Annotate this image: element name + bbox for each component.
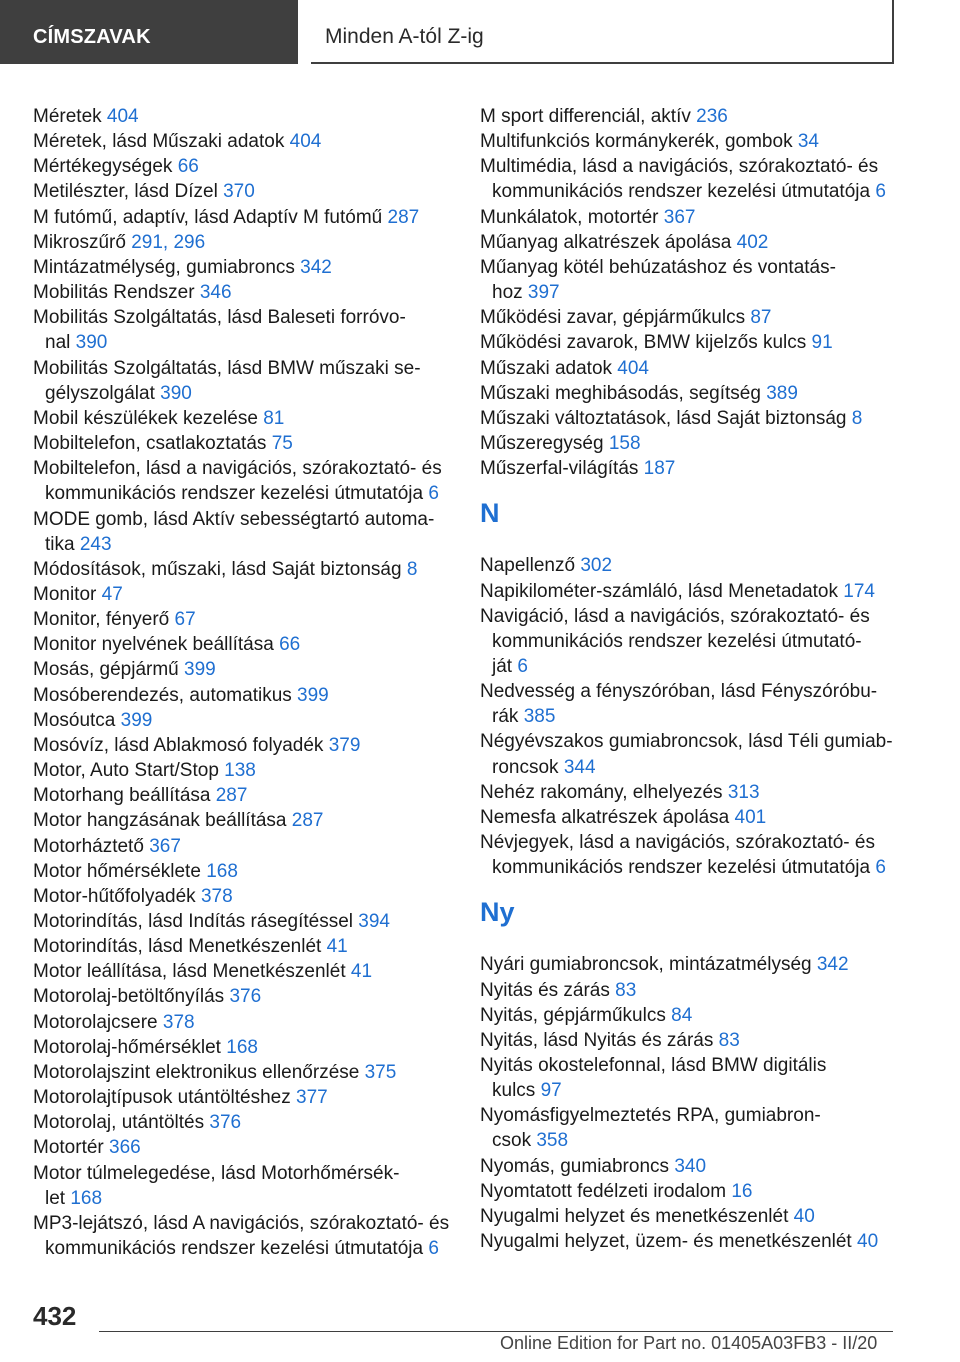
index-entry [33, 582, 453, 607]
page-reference-link[interactable]: 376 [209, 1112, 242, 1134]
page-reference-link[interactable]: 302 [580, 555, 613, 577]
page-reference-link[interactable]: 394 [358, 911, 390, 932]
index-entry [33, 356, 453, 406]
index-entry-term: M futómű, adaptív, lásd Adaptív M futómű [33, 206, 383, 228]
index-entry [480, 978, 900, 1003]
index-entry-term: M sport differenciál, aktív [480, 106, 691, 127]
page-reference-link[interactable]: 8 [406, 558, 418, 580]
index-entry-term: Nyári gumiabroncsok, mintázatmélység [480, 954, 812, 976]
page-reference-link[interactable]: 378 [162, 1011, 195, 1033]
index-entry [33, 783, 453, 808]
index-entry [33, 909, 453, 934]
page-reference-link[interactable]: 390 [160, 382, 192, 404]
index-entry [33, 230, 453, 255]
index-entry-term: Mobil készülékek kezelése [33, 407, 258, 429]
index-entry [33, 632, 453, 657]
index-entry [480, 154, 900, 204]
index-entry-term: ját [492, 655, 513, 677]
page-reference-link[interactable]: 401 [734, 806, 767, 828]
index-entry-term: gélyszolgálat [45, 382, 155, 404]
page-reference-link[interactable]: 385 [523, 706, 556, 728]
page-reference-link[interactable]: 158 [608, 433, 641, 455]
index-entry [33, 507, 453, 557]
index-entry-term: Műszaki változtatások, lásd Saját biztonság [480, 407, 847, 429]
index-entry [33, 934, 453, 959]
index-entry [480, 406, 900, 431]
page-reference-link[interactable]: 367 [149, 835, 181, 857]
index-entry-term: Nyomás, gumiabroncs [480, 1155, 670, 1177]
page-reference-link[interactable]: 399 [184, 659, 216, 681]
index-entry-term: Napellenző [480, 555, 576, 577]
index-entry [480, 1003, 900, 1028]
index-entry-term: Multimédia, lásd a navigációs, szórakoztató- és [480, 156, 879, 178]
page-reference-link[interactable]: 379 [328, 734, 361, 756]
page-reference-link[interactable]: 84 [671, 1004, 693, 1026]
page-reference-link[interactable]: 8 [851, 407, 863, 429]
index-entry [33, 834, 453, 859]
page-reference-link[interactable]: 376 [229, 986, 262, 1008]
index-entry-term: Napikilométer-számláló, lásd Menetadatok [480, 580, 838, 602]
index-entry-term: Működési zavar, gépjárműkulcs [480, 307, 746, 329]
index-entry [33, 1010, 453, 1035]
index-entry-term: Műszeregység [480, 433, 604, 455]
page-reference-link[interactable]: 174 [843, 580, 875, 602]
index-entry [480, 356, 900, 381]
index-entry [480, 1154, 900, 1179]
index-entry-term: Négyévszakos gumiabroncsok, lásd Téli gumiab‐ [480, 731, 893, 753]
index-entry-term: Névjegyek, lásd a navigációs, szórakoztató- és [480, 832, 875, 854]
index-entry-term: Nyitás okostelefonnal, lásd BMW digitális [480, 1055, 827, 1076]
index-entry [33, 104, 453, 129]
index-entry-term: Motor leállítása, lásd Menetkészenlét [33, 961, 346, 983]
page-reference-link[interactable]: 83 [718, 1029, 740, 1051]
page-reference-link[interactable]: 91 [811, 332, 833, 354]
index-entry-term: MP3-lejátszó, lásd A navigációs, szórakoztató- és [33, 1212, 450, 1234]
index-entry-term: Nyomásfigyelmeztetés RPA, gumiabron‐ [480, 1105, 821, 1127]
page-reference-link[interactable]: 346 [199, 282, 232, 304]
page-reference-link[interactable]: 41 [350, 961, 373, 983]
index-entry [480, 830, 900, 880]
index-entry [480, 729, 900, 779]
index-entry [480, 431, 900, 456]
index-entry [480, 579, 900, 604]
index-entry-term: Motorháztető [33, 835, 144, 857]
page-reference-link[interactable]: 399 [297, 684, 329, 706]
index-group-n [480, 553, 900, 880]
index-entry [480, 952, 900, 977]
page-reference-link[interactable]: 138 [224, 760, 256, 782]
index-entry-term: roncsok [492, 756, 559, 778]
page-reference-link[interactable]: 399 [120, 709, 153, 731]
index-entry [480, 104, 900, 129]
index-entry-term: hoz [492, 282, 523, 304]
page-reference-link[interactable]: 370 [223, 181, 255, 203]
index-entry-term: Mobiltelefon, csatlakoztatás [33, 433, 267, 455]
index-entry [33, 456, 453, 506]
index-entry-term: Mobilitás Rendszer [33, 282, 195, 304]
tab-a-to-z[interactable] [311, 0, 894, 64]
page-reference-link[interactable]: 291, 296 [131, 231, 206, 253]
index-entry-term: Motor hőmérséklete [33, 860, 201, 882]
index-entry-term: Multifunkciós kormánykerék, gombok [480, 131, 793, 153]
index-entry-term: Munkálatok, motortér [480, 206, 659, 228]
page-reference-link[interactable]: 34 [797, 131, 819, 153]
index-entry [33, 808, 453, 833]
index-entry-term: Motor hangzásának beállítása [33, 810, 287, 832]
index-entry [33, 984, 453, 1009]
index-entry [33, 431, 453, 456]
page-reference-link[interactable]: 67 [174, 609, 196, 631]
tab-index-label: CÍMSZAVAK [33, 26, 151, 48]
index-entry-term: Nemesfa alkatrészek ápolása [480, 806, 730, 828]
page-reference-link[interactable]: 243 [79, 533, 112, 555]
index-entry [33, 959, 453, 984]
index-entry [33, 406, 453, 431]
page-reference-link[interactable]: 287 [215, 785, 248, 807]
index-entry-term: rák [492, 706, 519, 728]
footer-edition: Online Edition for Part no. 01405A03FB3 - II/20 [500, 1333, 878, 1353]
index-entry-term: Nyugalmi helyzet, üzem- és menetkészenlét [480, 1231, 852, 1253]
index-entry [480, 305, 900, 330]
page-reference-link[interactable]: 313 [727, 781, 760, 803]
index-entry-term: let [45, 1187, 66, 1209]
index-entry-term: Motorolajcsere [33, 1011, 158, 1033]
page-reference-link[interactable]: 402 [736, 231, 769, 253]
index-entry-term: Műanyag kötél behúzatáshoz és vontatás‐ [480, 256, 836, 278]
index-entry [33, 205, 453, 230]
page-reference-link[interactable]: 6 [428, 1238, 439, 1260]
index-entry-term: Motor, Auto Start/Stop [33, 760, 219, 782]
page-reference-link[interactable]: 81 [263, 407, 285, 429]
index-entry [480, 255, 900, 305]
page-reference-link[interactable]: 87 [750, 307, 772, 329]
page-reference-link[interactable]: 168 [206, 860, 238, 882]
index-entry-term: Nehéz rakomány, elhelyezés [480, 781, 723, 803]
index-entry-term: Műszaki adatok [480, 357, 613, 379]
index-entry-term: csok [492, 1130, 532, 1152]
index-entry-term: Mosóberendezés, automatikus [33, 684, 292, 706]
section-heading-n: N [480, 498, 500, 529]
index-entry [480, 1028, 900, 1053]
index-entry [33, 733, 453, 758]
index-entry [33, 255, 453, 280]
page-reference-link[interactable]: 66 [279, 634, 301, 656]
index-entry-term: Metilészter, lásd Dízel [33, 181, 218, 203]
index-entry-term: Mobilitás Szolgáltatás, lásd Baleseti forróvo‐ [33, 307, 406, 329]
index-entry [33, 1211, 453, 1261]
page-reference-link[interactable]: 404 [106, 106, 139, 127]
index-entry-term: Műszerfal-világítás [480, 458, 639, 480]
index-entry [480, 330, 900, 355]
index-entry [33, 1060, 453, 1085]
index-entry [33, 758, 453, 783]
page-number: 432 [33, 1301, 77, 1331]
index-entry [33, 129, 453, 154]
index-entry-term: Mobiltelefon, lásd a navigációs, szórakoztató- és [33, 458, 442, 480]
page-reference-link[interactable]: 168 [226, 1036, 258, 1058]
page-reference-link[interactable]: 6 [517, 655, 528, 677]
page-reference-link[interactable]: 6 [428, 483, 439, 505]
index-entry-term: Nyugalmi helyzet és menetkészenlét [480, 1205, 789, 1227]
index-entry [33, 1085, 453, 1110]
index-entry-term: Motorindítás, lásd Indítás rásegítéssel [33, 911, 353, 932]
page-reference-link[interactable]: 390 [75, 332, 108, 354]
index-entry-term: kommunikációs rendszer kezelési útmutató‐ [492, 630, 862, 652]
page-reference-link[interactable]: 404 [289, 131, 322, 153]
index-entry [480, 1103, 900, 1153]
index-entry-term: Műszaki meghibásodás, segítség [480, 382, 761, 404]
page-reference-link[interactable]: 375 [364, 1061, 397, 1083]
index-entry-term: kommunikációs rendszer kezelési útmutatója [492, 857, 871, 879]
page-reference-link[interactable]: 40 [857, 1231, 879, 1253]
index-entry-term: Mértékegységek [33, 156, 173, 178]
page-reference-link[interactable]: 287 [291, 810, 324, 832]
index-entry-term: Nyomtatott fedélzeti irodalom [480, 1180, 727, 1202]
page-reference-link[interactable]: 377 [296, 1087, 328, 1109]
index-entry-term: Működési zavarok, BMW kijelzős kulcs [480, 332, 807, 354]
index-entry-term: Mobilitás Szolgáltatás, lásd BMW műszaki se‐ [33, 357, 421, 379]
index-entry [480, 1179, 900, 1204]
page-reference-link[interactable]: 404 [617, 357, 649, 379]
page-reference-link[interactable]: 47 [101, 583, 123, 605]
index-entry-term: MODE gomb, lásd Aktív sebességtartó automa‐ [33, 508, 435, 530]
index-entry [480, 230, 900, 255]
index-entry [33, 1161, 453, 1211]
index-entry [480, 553, 900, 578]
index-entry-term: Motorindítás, lásd Menetkészenlét [33, 936, 322, 958]
index-entry [480, 1053, 900, 1103]
page-reference-link[interactable]: 83 [615, 979, 637, 1001]
page-reference-link[interactable]: 168 [70, 1187, 103, 1209]
page-reference-link[interactable]: 389 [766, 382, 798, 404]
index-entry [33, 607, 453, 632]
index-entry-term: Motortér [33, 1137, 104, 1159]
index-entry-term: Nedvesség a fényszóróban, lásd Fényszóróbu‐ [480, 681, 878, 703]
page-reference-link[interactable]: 6 [875, 857, 886, 879]
index-entry-term: Motorhang beállítása [33, 785, 211, 807]
page-reference-link[interactable]: 367 [663, 206, 696, 228]
index-entry-term: Módosítások, műszaki, lásd Saját biztonság [33, 558, 402, 580]
index-entry-term: nal [45, 332, 71, 354]
index-entry-term: tika [45, 533, 75, 555]
index-entry-term: Nyitás, gépjárműkulcs [480, 1004, 666, 1026]
index-entry [33, 708, 453, 733]
index-entry-term: Monitor [33, 583, 97, 605]
index-entry-term: kommunikációs rendszer kezelési útmutatója [492, 181, 871, 203]
page-reference-link[interactable]: 40 [793, 1205, 815, 1227]
index-entry-term: Méretek, lásd Műszaki adatok [33, 131, 285, 153]
index-entry-term: Mosóutca [33, 709, 116, 731]
index-entry-term: Motor túlmelegedése, lásd Motorhőmérsék‐ [33, 1162, 400, 1184]
page-reference-link[interactable]: 6 [875, 181, 886, 203]
page-reference-link[interactable]: 97 [540, 1080, 562, 1102]
index-entry [33, 657, 453, 682]
index-entry-term: Nyitás és zárás [480, 979, 610, 1001]
index-entry [480, 1229, 900, 1254]
index-entry [33, 1035, 453, 1060]
index-entry-term: Mosás, gépjármű [33, 659, 179, 681]
index-entry-term: Motorolaj-betöltőnyílás [33, 986, 225, 1008]
index-entry-term: Műanyag alkatrészek ápolása [480, 231, 732, 253]
index-entry [480, 780, 900, 805]
page-reference-link[interactable]: 344 [563, 756, 596, 778]
page-reference-link[interactable]: 340 [674, 1155, 707, 1177]
page-reference-link[interactable]: 358 [536, 1130, 569, 1152]
index-entry-term: kommunikációs rendszer kezelési útmutatója [45, 483, 424, 505]
index-entry [33, 557, 453, 582]
index-entry [33, 154, 453, 179]
index-entry [480, 456, 900, 481]
index-entry-term: Navigáció, lásd a navigációs, szórakoztató- és [480, 605, 870, 627]
index-entry-term: Monitor, fényerő [33, 609, 170, 631]
index-entry-term: Nyitás, lásd Nyitás és zárás [480, 1029, 714, 1051]
index-entry [33, 683, 453, 708]
index-entry-term: Mikroszűrő [33, 231, 126, 253]
index-entry [33, 1135, 453, 1160]
index-entry-term: Motorolajtípusok utántöltéshez [33, 1087, 291, 1109]
index-entry [33, 305, 453, 355]
index-entry-term: Mintázatmélység, gumiabroncs [33, 256, 295, 278]
index-entry [33, 179, 453, 204]
page-reference-link[interactable]: 41 [326, 936, 348, 958]
index-entry [33, 280, 453, 305]
tab-a-to-z-label: Minden A-tól Z-ig [325, 25, 484, 48]
index-entry-term: Motor-hűtőfolyadék [33, 885, 196, 907]
index-entry-term: Méretek [33, 106, 102, 127]
index-entry [480, 129, 900, 154]
page-reference-link[interactable]: 75 [271, 433, 293, 455]
index-entry-term: Mosóvíz, lásd Ablakmosó folyadék [33, 734, 324, 756]
index-entry [480, 1204, 900, 1229]
index-entry [480, 604, 900, 679]
index-entry [480, 679, 900, 729]
footer-divider [99, 1331, 893, 1332]
index-entry-term: Motorolaj-hőmérséklet [33, 1036, 221, 1058]
page-reference-link[interactable]: 16 [731, 1180, 753, 1202]
page-reference-link[interactable]: 66 [177, 156, 199, 178]
page-reference-link[interactable]: 187 [643, 458, 676, 480]
index-entry [33, 1110, 453, 1135]
page-reference-link[interactable]: 287 [387, 206, 420, 228]
index-entry-term: Motorolaj, utántöltés [33, 1112, 205, 1134]
index-entry [480, 205, 900, 230]
index-entry-term: Motorolajszint elektronikus ellenőrzése [33, 1061, 360, 1083]
page-reference-link[interactable]: 397 [527, 282, 560, 304]
tab-index[interactable] [0, 0, 298, 64]
page-reference-link[interactable]: 236 [696, 106, 728, 127]
section-heading-ny: Ny [480, 897, 515, 928]
index-entry [480, 805, 900, 830]
index-entry [480, 381, 900, 406]
page-reference-link[interactable]: 342 [300, 256, 332, 278]
index-entry-term: kulcs [492, 1080, 536, 1102]
index-entry [33, 884, 453, 909]
index-entry-term: kommunikációs rendszer kezelési útmutatója [45, 1238, 424, 1260]
page-reference-link[interactable]: 366 [109, 1137, 141, 1159]
page-reference-link[interactable]: 342 [816, 954, 849, 976]
index-entry [33, 859, 453, 884]
index-group-m [480, 104, 900, 481]
index-group-ny [480, 952, 900, 1254]
page-reference-link[interactable]: 378 [200, 885, 233, 907]
index-column-right [480, 104, 900, 1254]
index-entry-term: Monitor nyelvének beállítása [33, 634, 274, 656]
index-column-left [33, 104, 453, 1261]
